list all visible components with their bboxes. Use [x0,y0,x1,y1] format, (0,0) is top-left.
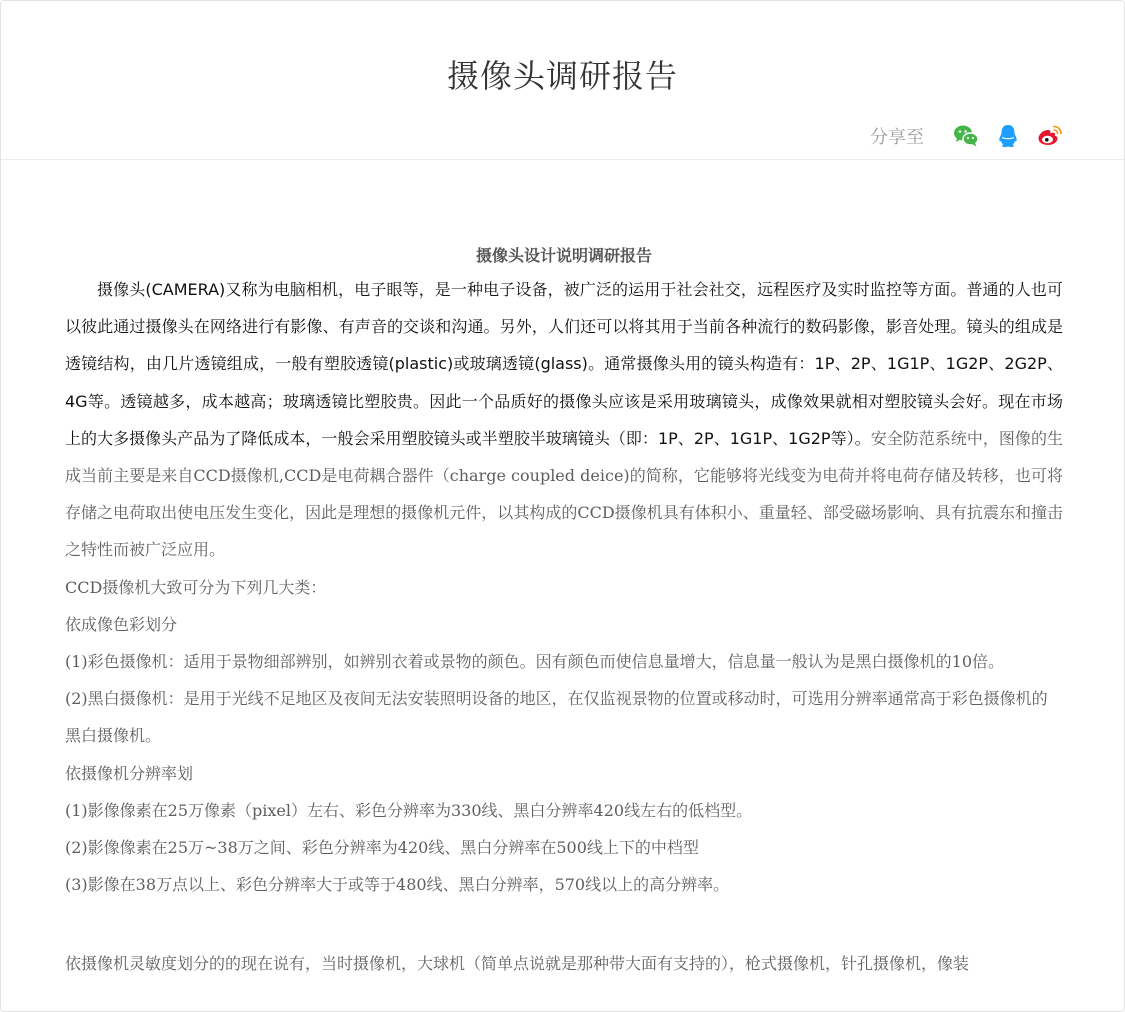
qq-icon[interactable] [994,122,1022,150]
share-label: 分享至 [870,127,924,148]
weibo-icon[interactable] [1036,122,1064,150]
color-item-2: (2)黑白摄像机：是用于光线不足地区及夜间无法安装照明设备的地区，在仅监视景物的位置或移动时，可选用分辨率通常高于彩色摄像机的黑白摄像机。 [65,689,1048,746]
intro-ccd-text: 安全防范系统中，图像的生成当前主要是来自CCD摄像机,CCD是电荷耦合器件（charge coupled deice)的简称，它能够将光线变为电荷并将电荷存储及转移，也可将存储之电荷取出使电压发生变化，因此是理想的摄像机元件，以其构成的CCD摄像机具有体积小、重量轻、部受磁场影响、具有抗震东和撞击之特性而被广泛应用。 [65,428,1063,560]
paragraph-spacer [65,903,1063,945]
sensitivity-paragraph: 依摄像机灵敏度划分的的现在说有，当时摄像机，大球机（简单点说就是那种带大面有支持的），枪式摄像机，针孔摄像机，像装 [65,954,970,974]
article-body [65,241,1063,983]
resolution-item-1: (1)影像像素在25万像素（pixel）左右、彩色分辨率为330线、黑白分辨率420线左右的低档型。 [65,800,753,820]
document-heading: 摄像头设计说明调研报告 [475,246,652,265]
color-heading: 依成像色彩划分 [65,614,178,634]
color-item-1: (1)彩色摄像机：适用于景物细部辨别，如辨别衣着或景物的颜色。因有颜色而使信息量增大，信息量一般认为是黑白摄像机的10倍。 [65,652,1005,672]
wechat-icon[interactable] [952,122,980,150]
share-bar [870,121,1064,151]
article-header [1,1,1124,160]
ccd-intro: CCD摄像机大致可分为下列几大类： [65,577,327,597]
intro-text: 摄像头(CAMERA)又称为电脑相机，电子眼等，是一种电子设备，被广泛的运用于社会社交，远程医疗及实时监控等方面。普通的人也可以彼此通过摄像头在网络进行有影像、有声音的交谈和沟通。另外，人们还可以将其用于当前各种流行的数码影像，影音处理。镜头的组成是透镜结构，由几片透镜组成，一般有塑胶透镜(plastic)或玻璃透镜(glass)。通常摄像头用的镜头构造有：1P、2P、1G1P、1G2P、2G2P、4G等。透镜越多，成本越高；玻璃透镜比塑胶贵。因此一个品质好的摄像头应该是采用玻璃镜头，成像效果就相对塑胶镜头会好。现在市场上的大多摄像头产品为了降低成本，一般会采用塑胶镜头或半塑胶半玻璃镜头（即：1P、2P、1G1P、1G2P等）。 [65,280,1063,448]
resolution-item-2: (2)影像像素在25万~38万之间、彩色分辨率为420线、黑白分辨率在500线上下的中档型 [65,838,699,858]
page-title: 摄像头调研报告 [446,57,678,95]
resolution-heading: 依摄像机分辨率划 [65,763,194,783]
intro-paragraph [65,271,1063,569]
resolution-item-3: (3)影像在38万点以上、彩色分辨率大于或等于480线、黑白分辨率，570线以上的高分辨率。 [65,875,730,895]
